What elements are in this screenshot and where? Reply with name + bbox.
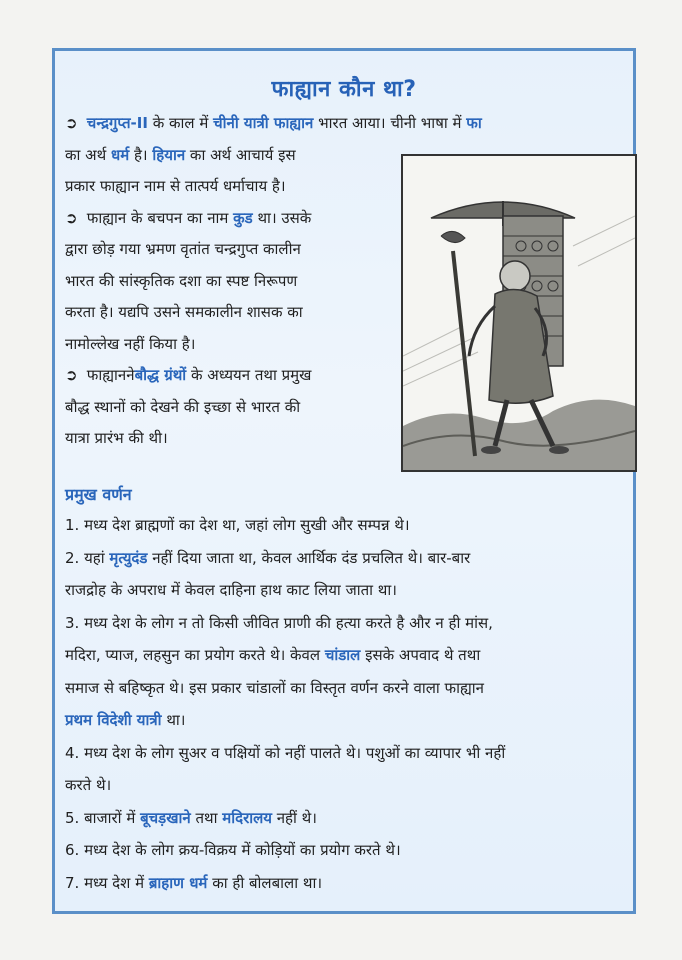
text-segment: नहीं दिया जाता था, केवल आर्थिक दंड प्रचलित थे। बार-बार: [147, 548, 471, 567]
point-lines-line: [65, 873, 322, 893]
point-lines-line: [65, 678, 484, 698]
text-segment: नहीं थे।: [271, 808, 317, 827]
text-segment: फाह्यान के बचपन का नाम: [86, 208, 234, 227]
document-frame: [52, 48, 636, 914]
intro-lines-line: [65, 208, 311, 228]
point-lines-line: [65, 808, 317, 828]
text-segment: 4. मध्य देश के लोग सुअर व पक्षियों को नहीं पालते थे। पशुओं का व्यापार भी नहीं: [65, 743, 506, 762]
text-segment: का ही बोलबाला था।: [207, 873, 323, 892]
section-heading-pramukh-varnan: प्रमुख वर्णन: [65, 485, 132, 504]
text-segment: यात्रा प्रारंभ की थी।: [65, 429, 168, 447]
highlighted-term: प्रथम विदेशी यात्री: [65, 711, 162, 729]
highlighted-term: मदिरालय: [222, 808, 272, 827]
text-segment: इसके अपवाद थे तथा: [360, 646, 481, 664]
monk-traveler-icon: [403, 156, 635, 470]
highlighted-term: चन्द्रगुप्त-II: [86, 114, 148, 132]
point-lines-line: [65, 743, 505, 763]
point-lines-line: [65, 775, 111, 795]
text-segment: राजद्रोह के अपराध में केवल दाहिना हाथ काट लिया जाता था।: [65, 581, 397, 599]
text-segment: प्रकार फाह्यान नाम से तात्पर्य धर्माचाय है।: [65, 177, 286, 195]
point-lines-line: [65, 580, 397, 600]
highlighted-term: बौद्ध ग्रंथों: [134, 366, 187, 384]
text-segment: भारत की सांस्कृतिक दशा का स्पष्ट निरूपण: [65, 271, 298, 290]
intro-lines-line: [65, 113, 482, 133]
intro-lines-line: [65, 302, 303, 322]
text-segment: के अध्ययन तथा प्रमुख: [186, 366, 312, 384]
intro-lines-line: [65, 397, 300, 417]
point-lines-line: [65, 548, 470, 568]
intro-lines-line: [65, 271, 297, 291]
highlighted-term: हियान: [152, 145, 186, 164]
highlighted-term: फा: [466, 114, 482, 132]
text-segment: 7. मध्य देश में: [65, 873, 149, 892]
text-segment: के काल में: [147, 114, 214, 132]
text-segment: मदिरा, प्याज, लहसुन का प्रयोग करते थे। केवल: [65, 646, 325, 664]
text-segment: 1. मध्य देश ब्राह्मणों का देश था, जहां लोग सुखी और सम्पन्न थे।: [65, 516, 410, 534]
text-segment: करते थे।: [65, 776, 112, 794]
intro-lines-line: [65, 176, 286, 196]
point-lines-line: [65, 515, 410, 535]
text-segment: नामोल्लेख नहीं किया है।: [65, 334, 196, 353]
text-segment: बौद्ध स्थानों को देखने की इच्छा से भारत की: [65, 397, 301, 416]
highlighted-term: धर्म: [111, 145, 130, 164]
bullet-arrow-icon: ➲: [65, 366, 83, 384]
text-segment: 5. बाजारों में: [65, 808, 141, 827]
text-segment: करता है। यद्यपि उसने समकालीन शासक का: [65, 303, 303, 321]
text-segment: तथा: [190, 808, 223, 827]
text-segment: फाह्यानने: [86, 366, 135, 384]
point-lines-line: [65, 645, 480, 665]
text-segment: द्वारा छोड़ गया भ्रमण वृतांत चन्द्रगुप्त कालीन: [65, 240, 301, 258]
highlighted-term: चांडाल: [324, 646, 361, 664]
highlighted-term: ब्राहाण धर्म: [148, 873, 208, 892]
text-segment: का अर्थ: [65, 145, 111, 164]
intro-lines-line: [65, 428, 168, 448]
text-segment: है।: [129, 145, 153, 164]
text-segment: समाज से बहिष्कृत थे। इस प्रकार चांडालों का विस्तृत वर्णन करने वाला फाह्यान: [65, 678, 484, 697]
text-segment: 2. यहां: [65, 548, 110, 567]
intro-lines-line: [65, 145, 296, 165]
highlighted-term: बूचड़खाने: [140, 808, 191, 827]
bullet-arrow-icon: ➲: [65, 208, 83, 227]
intro-lines-line: [65, 365, 311, 385]
highlighted-term: चीनी यात्री फाह्यान: [213, 114, 314, 132]
text-segment: था।: [161, 711, 186, 729]
highlighted-term: मृत्युदंड: [109, 548, 148, 567]
text-segment: 6. मध्य देश के लोग क्रय-विक्रय में कोड़ियों का प्रयोग करते थे।: [65, 841, 401, 859]
point-lines-line: [65, 840, 401, 860]
bullet-arrow-icon: ➲: [65, 114, 83, 132]
text-segment: का अर्थ आचार्य इस: [185, 145, 296, 164]
text-segment: 3. मध्य देश के लोग न तो किसी जीवित प्राणी की हत्या करते है और न ही मांस,: [65, 613, 493, 632]
point-lines-line: [65, 710, 186, 730]
text-segment: भारत आया। चीनी भाषा में: [313, 114, 467, 132]
highlighted-term: कुड: [233, 208, 253, 227]
intro-lines-line: [65, 239, 301, 259]
text-segment: था। उसके: [252, 208, 312, 227]
point-lines-line: [65, 613, 493, 633]
intro-lines-line: [65, 334, 195, 354]
monk-traveler-illustration: [401, 154, 637, 472]
page-title: फाह्यान कौन था?: [271, 77, 417, 102]
